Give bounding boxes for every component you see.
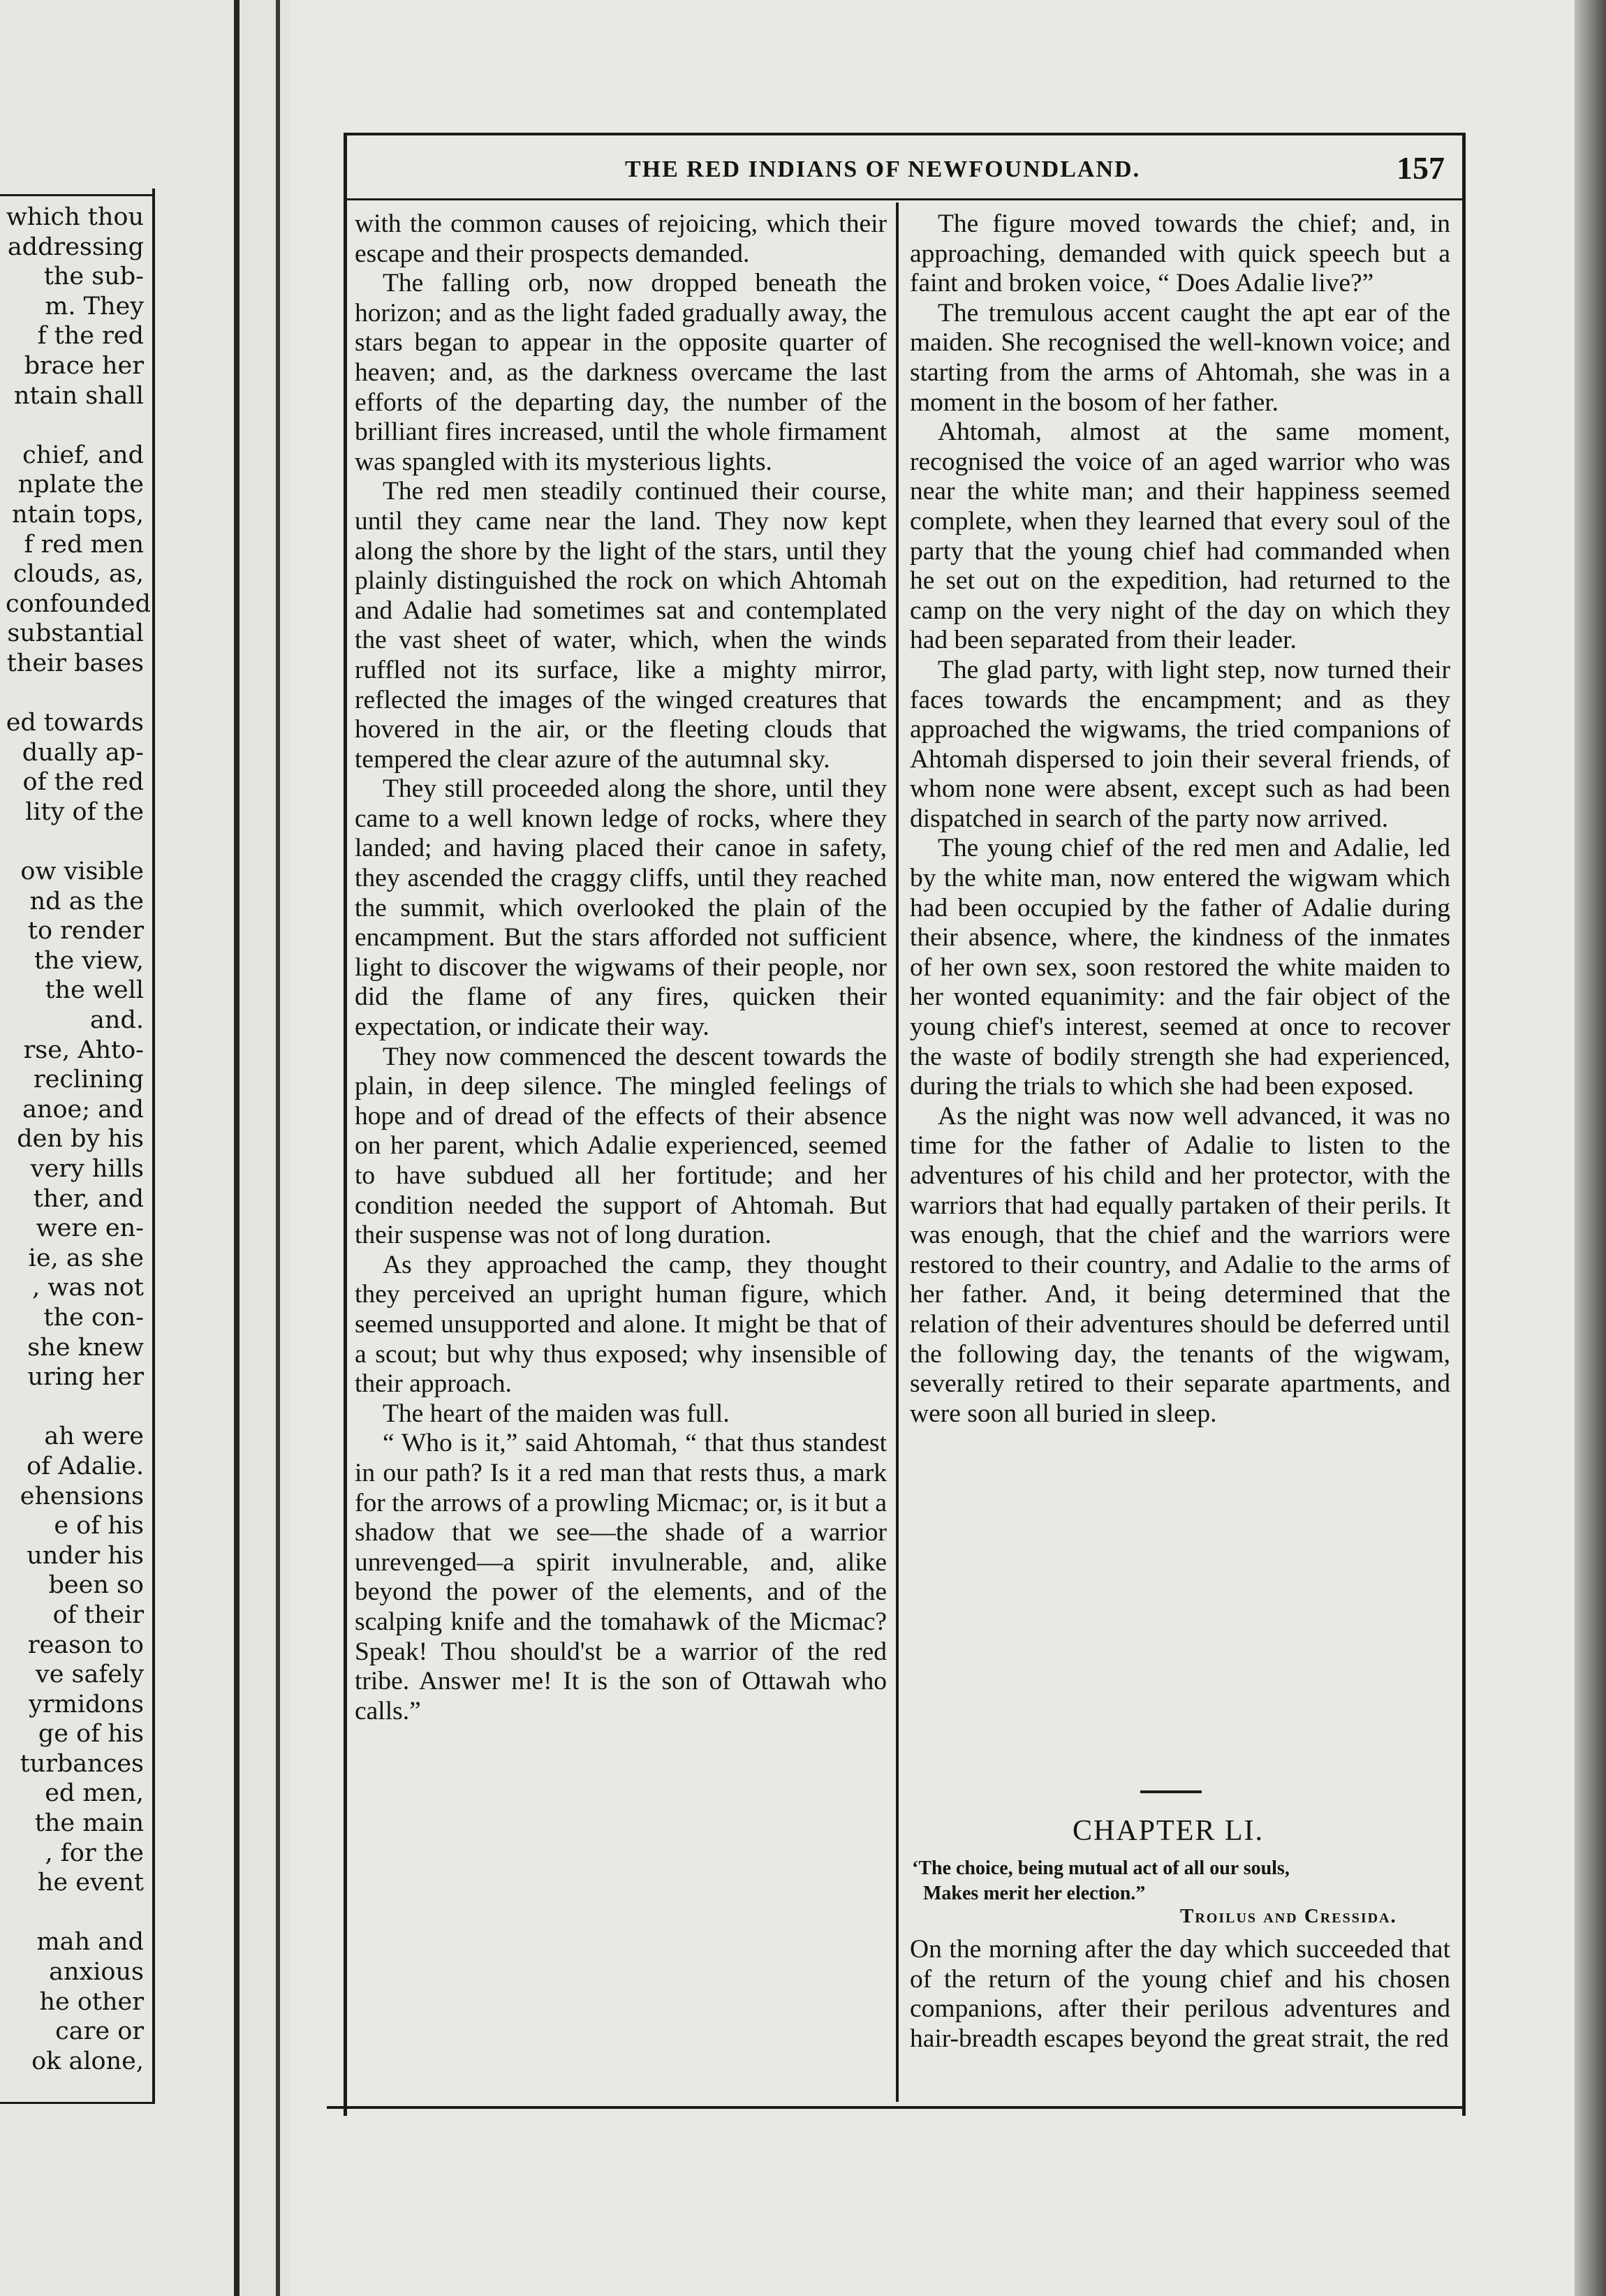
fragment-line: under his	[27, 1541, 144, 1570]
fragment-line: , was not	[32, 1274, 144, 1302]
chapter-heading: CHAPTER LI.	[1073, 1815, 1264, 1847]
text-column-right	[910, 209, 1450, 1429]
fragment-line: which thou	[6, 203, 144, 231]
fragment-line: dually ap-	[22, 738, 144, 767]
fragment-line: substantial	[7, 619, 144, 648]
paragraph: The tremulous accent caught the apt ear of the maiden. She recognised the well-known voice; and starting from the arms of Ahtomah, she was in a moment in the bosom of her father.	[910, 298, 1450, 417]
epigraph-source: Troilus and Cressida.	[1180, 1905, 1397, 1927]
fragment-line: to render	[27, 917, 144, 945]
fragment-line: of the red	[22, 768, 144, 797]
fragment-line: their bases	[6, 649, 144, 677]
fragment-line: confounded	[6, 589, 151, 618]
fragment-line: ntain shall	[13, 381, 144, 410]
page-number: 157	[1397, 150, 1445, 186]
fragment-line: of their	[52, 1600, 144, 1629]
section-separator-rule	[1140, 1790, 1202, 1793]
fragment-line	[6, 827, 144, 857]
paragraph: The red men steadily continued their course, until they came near the land. They now kept along the shore by the light of the stars, until they plainly distinguished the rock on which Ahtomah and Adalie had sometimes sat and contemplated the vast sheet of water, which, when the winds ruffled not its surface, like a mighty mirror, reflected the images of the winged creatures that hovered in the air, or the fleeting clouds that tempered the clear azure of the autumnal sky.	[355, 477, 887, 774]
fragment-line: nplate the	[17, 471, 144, 499]
epigraph-line-2: Makes merit her election.”	[923, 1883, 1146, 1904]
fragment-line: f the red	[37, 322, 144, 351]
fragment-line: uring her	[27, 1363, 144, 1392]
fragment-line: the sub-	[43, 263, 144, 291]
paragraph: As the night was now well advanced, it was no time for the father of Adalie to listen to the adventures of his child and her protector, with the warriors that had equally partaken of their perils. It was enough, that the chief and the warriors were restored to their country, and Adalie to the arms of her father. And, it being determined that the relation of their adventures should be deferred until the following day, the tenants of the wigwam, severally retired to their separate apartments, and were soon all buried in sleep.	[910, 1101, 1450, 1428]
gutter-rule-inner	[276, 0, 280, 2296]
fragment-line: ok alone,	[31, 2047, 144, 2075]
previous-page-text-fragments	[6, 203, 151, 2076]
left-page-bottom-rule	[0, 2102, 155, 2104]
chapter-epigraph	[912, 1856, 1443, 1906]
fragment-line: he other	[39, 1987, 144, 2016]
fragment-line: ther, and	[33, 1184, 144, 1213]
paragraph: The figure moved towards the chief; and, in approaching, demanded with quick speech but a faint and broken voice, “ Does Adalie live?”	[910, 209, 1450, 298]
paragraph: The heart of the maiden was full.	[383, 1399, 730, 1428]
header-rule	[347, 198, 1462, 200]
fragment-line	[6, 411, 144, 441]
fragment-line: ie, as she	[28, 1244, 144, 1272]
fragment-line: lity of the	[25, 797, 144, 826]
fragment-line: f red men	[24, 530, 144, 559]
fragment-line: anxious	[49, 1958, 144, 1987]
paragraph: The young chief of the red men and Adalie, led by the white man, now entered the wigwam which had been occupied by the father of Adalie during their absence, where, the kindness of the inmates of her own sex, soon restored the white maiden to her wonted equanimity: and the fair object of the young chief's interest, seemed at once to recover the waste of bodily strength she had experienced, during the trials to which she had been exposed.	[910, 834, 1450, 1101]
paragraph: “ Who is it,” said Ahtomah, “ that thus standest in our path? Is it a red man that rests thus, a mark for the arrows of a prowling Micmac; or, is it but a shadow that we see—the shade of a warrior unrevenged—a spirit invulnerable, and, alike beyond the power of the elements, and of the scalping knife and the tomahawk of the Micmac? Speak! Thou should'st be a warrior of the red tribe. Answer me! It is the son of Ottawah who calls.”	[355, 1429, 887, 1725]
fragment-line: , for the	[45, 1839, 144, 1867]
fragment-line: anoe; and	[22, 1095, 144, 1124]
fragment-line: she knew	[27, 1333, 144, 1362]
page-frame-top	[344, 133, 1464, 135]
fragment-line: ah were	[44, 1422, 144, 1451]
fragment-line: e of his	[54, 1512, 144, 1540]
gutter-rule-outer	[234, 0, 240, 2296]
fragment-line: brace her	[24, 351, 144, 380]
fragment-line: clouds, as,	[13, 560, 144, 589]
fragment-line: were en-	[36, 1214, 144, 1243]
paragraph: Ahtomah, almost at the same moment, recognised the voice of an aged warrior who was near the white man; and their happiness seemed complete, when they learned that every soul of the party that the young chief had commanded when he set out on the expedition, had returned to the camp on the very night of the day on which they had been separated from their leader.	[910, 418, 1450, 655]
text-column-left	[355, 209, 887, 1726]
fragment-line: m. They	[45, 292, 144, 321]
left-page-column-rule	[152, 189, 155, 2102]
paragraph: with the common causes of rejoicing, which their escape and their prospects demanded.	[355, 209, 887, 268]
fragment-line: addressing	[7, 233, 144, 261]
fragment-line: ve safely	[35, 1661, 144, 1689]
fragment-line	[6, 1898, 144, 1928]
running-head-title: THE RED INDIANS OF NEWFOUNDLAND.	[625, 156, 1141, 182]
fragment-line	[6, 1392, 144, 1422]
fragment-line: turbances	[20, 1749, 144, 1778]
column-divider	[896, 203, 899, 2102]
fragment-line: of Adalie.	[27, 1452, 144, 1480]
fragment-line: care or	[55, 2017, 144, 2046]
fragment-line: the well	[45, 976, 144, 1005]
fragment-line: been so	[48, 1571, 144, 1600]
page-frame-bottom	[327, 2106, 1462, 2109]
epigraph-line-1: ‘The choice, being mutual act of all our souls,	[912, 1857, 1290, 1879]
fragment-line: ed men,	[45, 1779, 144, 1808]
fragment-line: yrmidons	[29, 1690, 144, 1719]
fragment-line: ntain tops,	[12, 500, 144, 529]
paragraph: They still proceeded along the shore, until they came to a well known ledge of rocks, where they landed; and having placed their canoe in safety, they ascended the craggy cliffs, until they reached the summit, which overlooked the plain of the encampment. But the stars afforded not sufficient light to discover the wigwams of their people, nor did the flame of any fires, quicken their expectation, or indicate their way.	[355, 774, 887, 1042]
fragment-line: reclining	[33, 1066, 144, 1094]
fragment-line: reason to	[27, 1631, 144, 1659]
fragment-line: the con-	[43, 1303, 144, 1332]
previous-page-fragment	[0, 0, 241, 2296]
page-frame-right	[1462, 133, 1466, 2116]
fragment-line: den by his	[17, 1125, 144, 1154]
paragraph: They now commenced the descent towards the plain, in deep silence. The mingled feelings of hope and of dread of the effects of their absence on her parent, which Adalie experienced, seemed to have subdued all her fortitude; and her condition needed the support of Ahtomah. But their suspense was not of long duration.	[355, 1042, 887, 1250]
fragment-line: the main	[34, 1809, 144, 1838]
chapter-opening-paragraph: On the morning after the day which succeeded that of the return of the young chief and his chosen companions, after their perilous adventures and hair-breadth escapes beyond the great strait, the red	[910, 1935, 1450, 2053]
fragment-line: very hills	[30, 1155, 144, 1183]
paragraph: As they approached the camp, they thought they perceived an upright human figure, which seemed unsupported and alone. It might be that of a scout; but why thus exposed; why insensible of their approach.	[355, 1250, 887, 1399]
page-edge-shadow	[1575, 0, 1606, 2296]
fragment-line: rse, Ahto-	[23, 1036, 144, 1064]
fragment-line: nd as the	[29, 887, 144, 915]
left-page-top-rule	[0, 194, 155, 196]
fragment-line: the view,	[34, 946, 144, 975]
fragment-line: he event	[37, 1869, 144, 1897]
fragment-line: ow visible	[20, 858, 144, 886]
paragraph: The glad party, with light step, now turned their faces towards the encampment; and as they approached the wigwams, the tried companions of Ahtomah dispersed to join their several friends, of whom none were absent, except such as had been dispatched in search of the party now arrived.	[910, 655, 1450, 833]
fragment-line: ed towards	[6, 709, 144, 737]
page-frame-left	[344, 133, 347, 2116]
fragment-line	[6, 679, 144, 709]
fragment-line: chief, and	[22, 441, 144, 469]
fragment-line: and.	[90, 1006, 144, 1035]
fragment-line: ehensions	[20, 1482, 144, 1510]
fragment-line: mah and	[36, 1928, 144, 1957]
paragraph: The falling orb, now dropped beneath the horizon; and as the light faded gradually away, the stars began to appear in the opposite quarter of heaven; and, as the darkness overcame the last efforts of the departing day, the number of the brilliant fires increased, until the whole firmament was spangled with its mysterious lights.	[355, 269, 887, 476]
fragment-line: ge of his	[38, 1720, 144, 1749]
